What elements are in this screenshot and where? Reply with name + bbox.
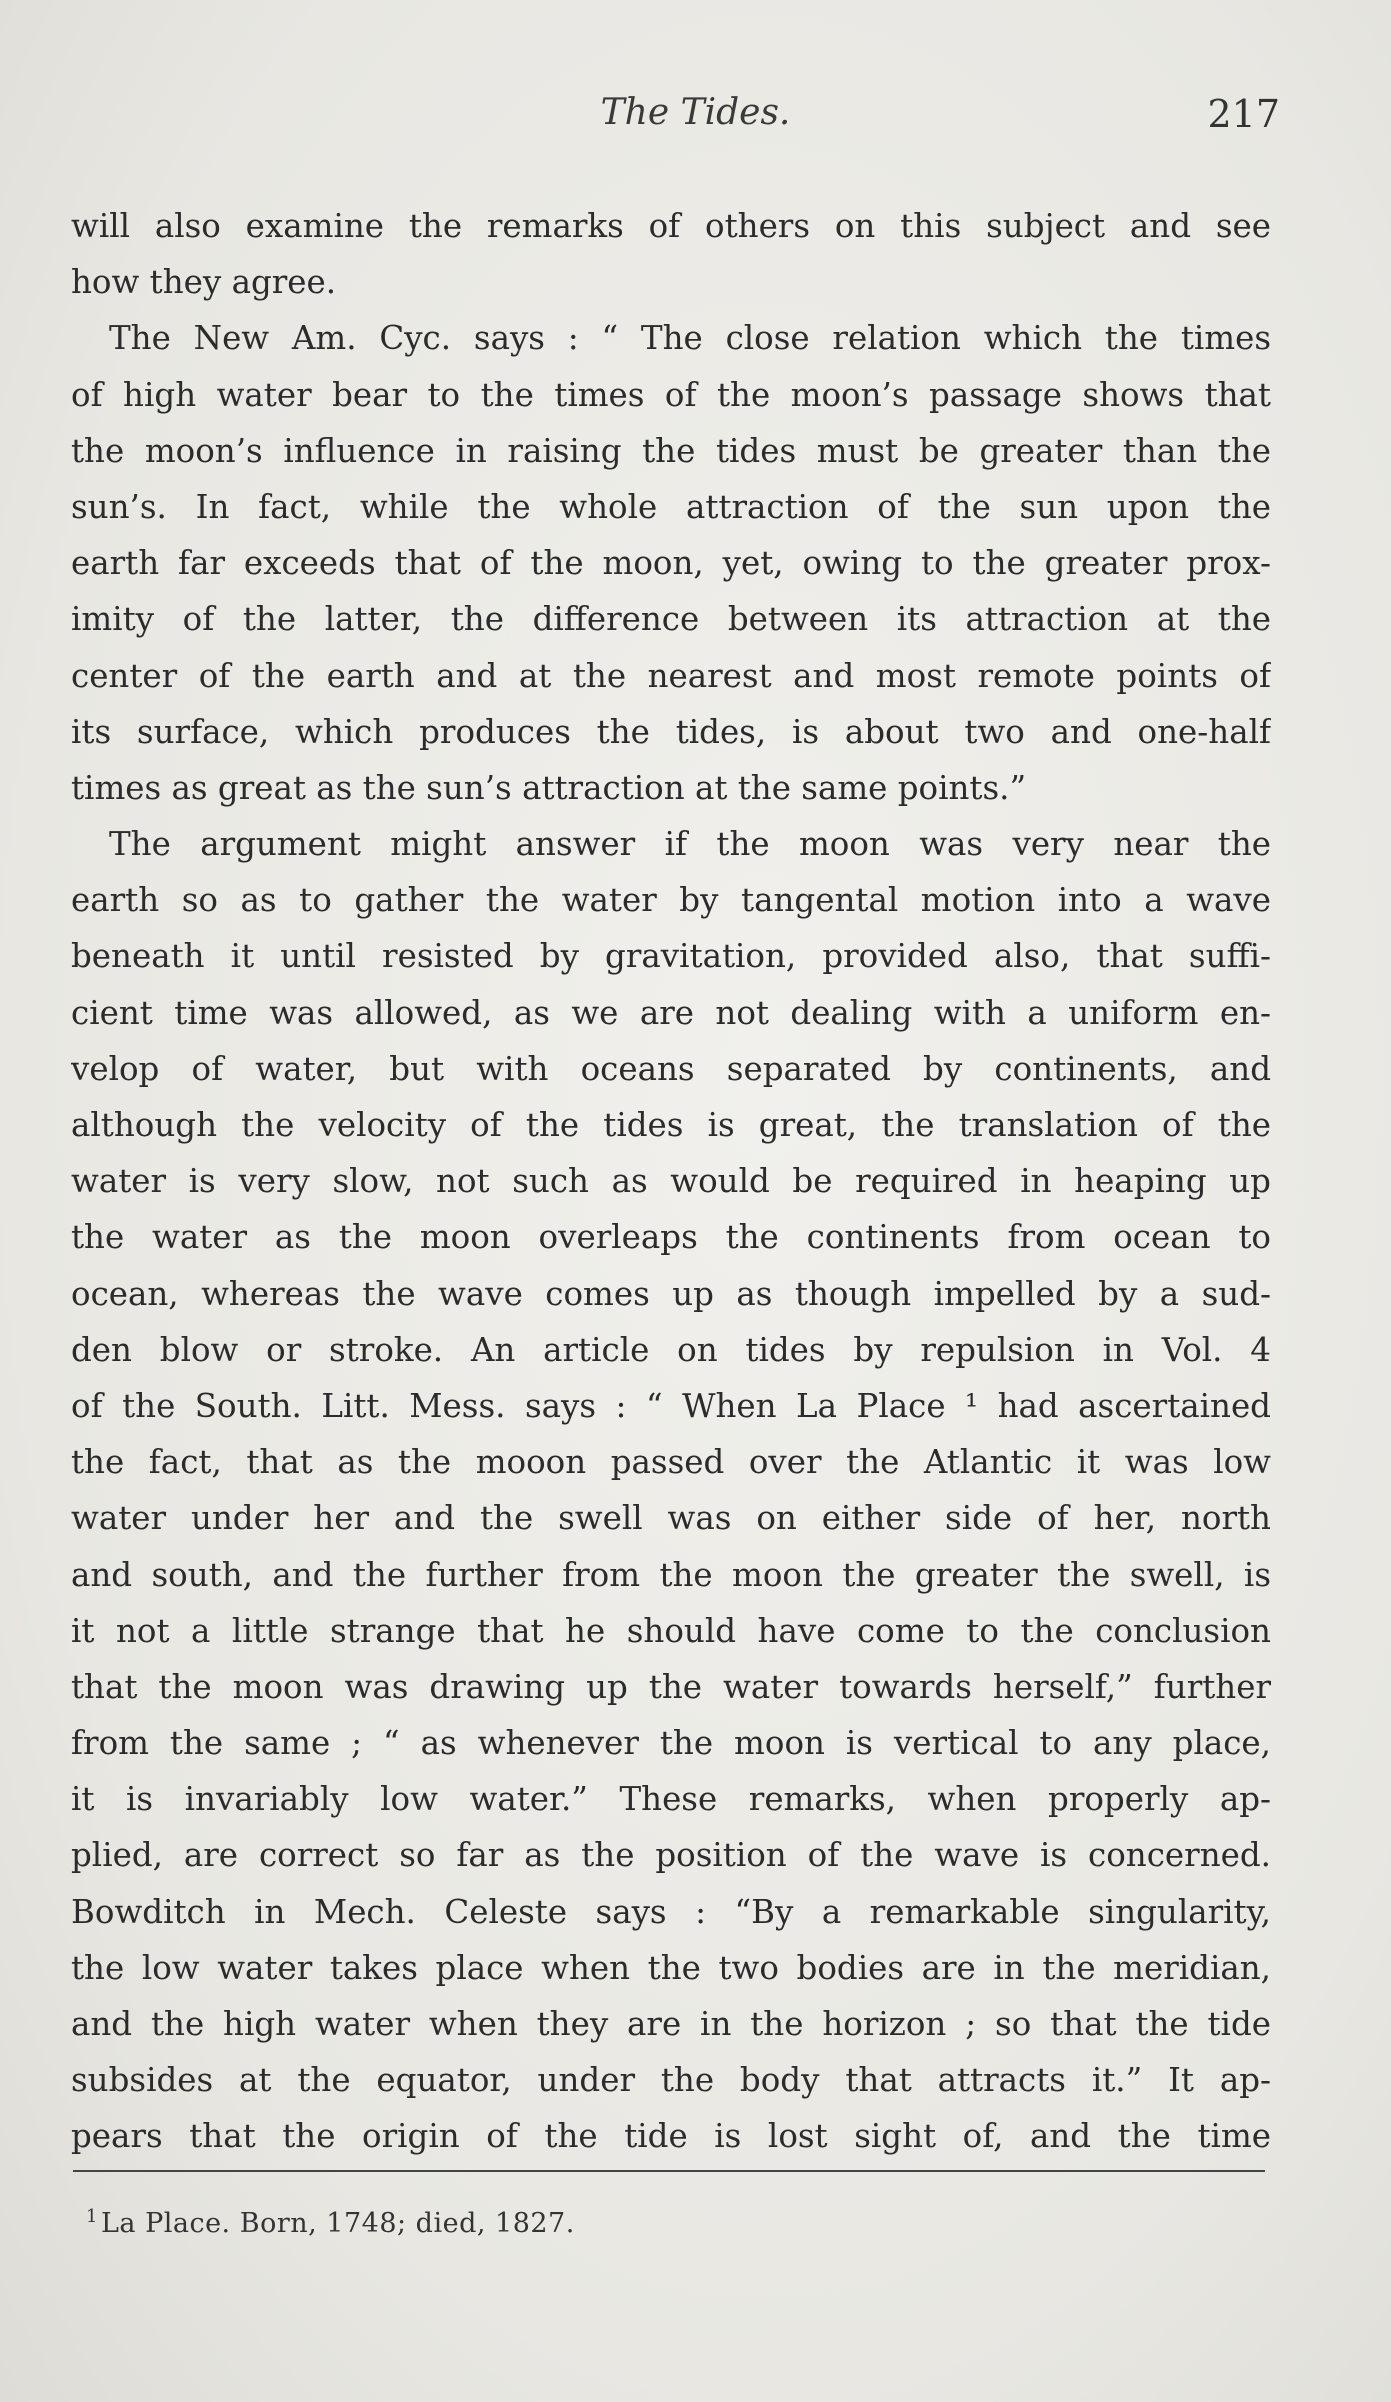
- text-line: from the same ; “ as whenever the moon is vertical to any place,: [71, 1724, 1271, 1763]
- text-line: cient time was allowed, as we are not dealing with a uniform en-: [71, 993, 1271, 1032]
- text-line: the water as the moon overleaps the continents from ocean to: [71, 1218, 1271, 1257]
- footnote-marker: 1: [86, 2206, 98, 2227]
- text-line: of high water bear to the times of the moon’s passage shows that: [71, 375, 1271, 414]
- text-line: velop of water, but with oceans separated by continents, and: [71, 1049, 1271, 1088]
- text-line: The argument might answer if the moon was very near the: [109, 825, 1271, 864]
- text-line: will also examine the remarks of others on this subject and see: [71, 207, 1271, 245]
- text-line: plied, are correct so far as the position of the wave is concerned.: [71, 1836, 1271, 1875]
- text-line: water under her and the swell was on either side of her, north: [71, 1499, 1271, 1538]
- footnote-text: La Place. Born, 1748; died, 1827.: [100, 2208, 575, 2239]
- body-text: [71, 198, 1271, 2165]
- text-line: The New Am. Cyc. says : “ The close relation which the times: [109, 319, 1271, 358]
- footnote-divider: [73, 2170, 1265, 2172]
- text-line: Bowditch in Mech. Celeste says : “By a remarkable singularity,: [71, 1892, 1271, 1931]
- text-line: earth far exceeds that of the moon, yet, owing to the greater prox-: [71, 544, 1271, 583]
- text-line: subsides at the equator, under the body that attracts it.” It ap-: [71, 2061, 1271, 2100]
- text-line: imity of the latter, the difference between its attraction at the: [71, 600, 1271, 639]
- text-line: the moon’s influence in raising the tides must be greater than the: [71, 431, 1271, 470]
- text-line: its surface, which produces the tides, is about two and one-half: [71, 712, 1271, 751]
- text-line: water is very slow, not such as would be required in heaping up: [71, 1162, 1271, 1201]
- text-line: the low water takes place when the two bodies are in the meridian,: [71, 1948, 1271, 1987]
- text-line: center of the earth and at the nearest and most remote points of: [71, 656, 1271, 695]
- text-line: times as great as the sun’s attraction at the same points.”: [71, 768, 1027, 807]
- running-title: The Tides.: [600, 92, 791, 133]
- text-line: it is invariably low water.” These remarks, when properly ap-: [71, 1780, 1271, 1819]
- page-number: 217: [1207, 92, 1280, 136]
- footnote: [86, 2206, 575, 2239]
- text-line: how they agree.: [71, 263, 337, 302]
- text-line: and south, and the further from the moon the greater the swell, is: [71, 1555, 1271, 1594]
- text-line: the fact, that as the mooon passed over the Atlantic it was low: [71, 1443, 1271, 1482]
- text-line: ocean, whereas the wave comes up as though impelled by a sud-: [71, 1274, 1271, 1313]
- text-line: earth so as to gather the water by tangental motion into a wave: [71, 881, 1271, 920]
- text-line: den blow or stroke. An article on tides by repulsion in Vol. 4: [71, 1330, 1271, 1369]
- text-line: and the high water when they are in the horizon ; so that the tide: [71, 2005, 1271, 2043]
- text-line: pears that the origin of the tide is lost sight of, and the time: [71, 2117, 1271, 2156]
- text-line: that the moon was drawing up the water towards herself,” further: [71, 1667, 1271, 1706]
- text-line: it not a little strange that he should have come to the conclusion: [71, 1611, 1271, 1650]
- text-line: beneath it until resisted by gravitation, provided also, that suffi-: [71, 937, 1271, 976]
- text-line: of the South. Litt. Mess. says : “ When La Place ¹ had ascertained: [71, 1386, 1271, 1425]
- page-header: [0, 92, 1391, 142]
- text-line: sun’s. In fact, while the whole attraction of the sun upon the: [71, 487, 1271, 526]
- text-line: although the velocity of the tides is great, the translation of the: [71, 1106, 1271, 1144]
